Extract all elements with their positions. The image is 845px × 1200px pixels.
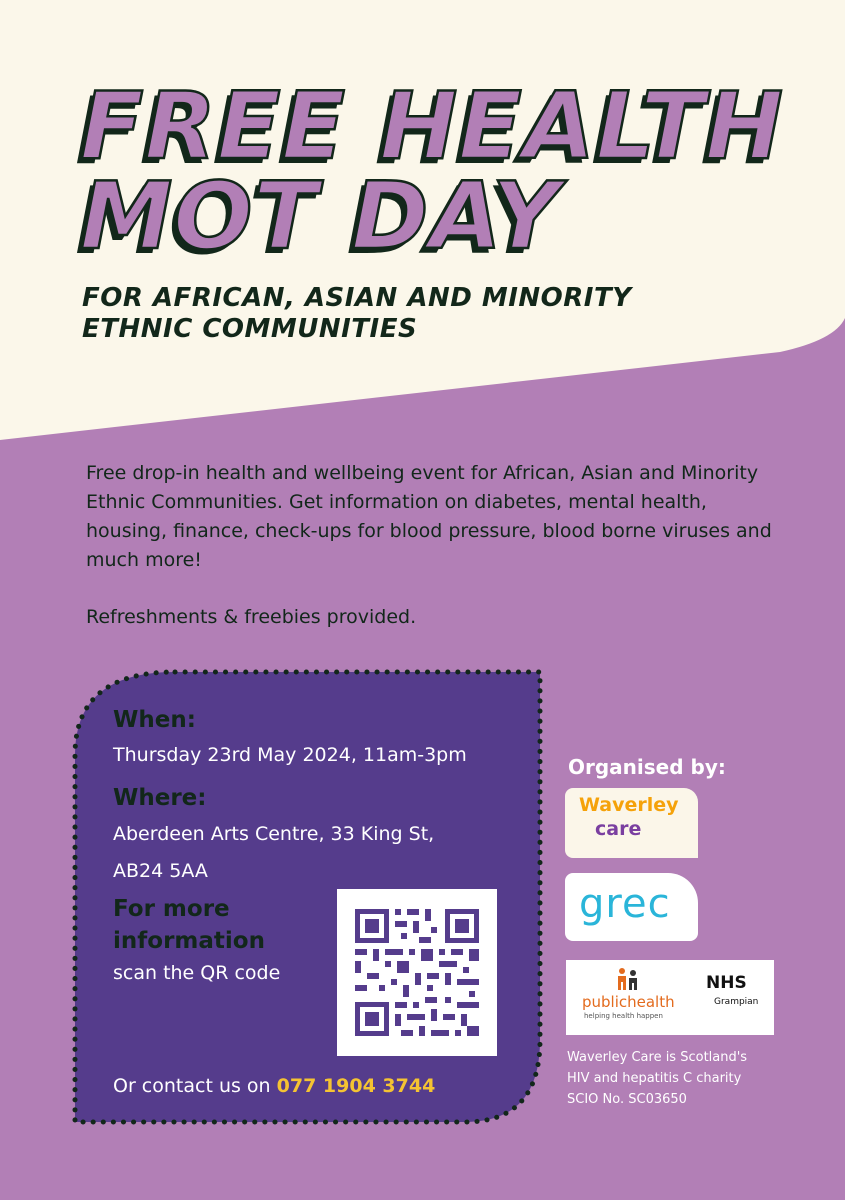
footer-line-2: HIV and hepatitis C charity	[567, 1071, 742, 1086]
subheadline-line-2: ETHNIC COMMUNITIES	[82, 314, 418, 344]
public-health-tagline: helping health happen	[584, 1012, 663, 1020]
nhs-logo-text: NHS	[706, 973, 747, 993]
headline-line-2: MOT DAY	[80, 162, 561, 270]
grec-logo-text: grec	[579, 881, 671, 927]
contact-line	[113, 1071, 435, 1101]
scan-qr-instruction: scan the QR code	[113, 962, 281, 984]
intro-paragraph: Free drop-in health and wellbeing event for African, Asian and Minority Ethnic Communities. Get information on diabetes, mental health, housing, finance, check-ups for blood pressure, blood borne viruses and much more!	[86, 462, 772, 571]
when-value: Thursday 23rd May 2024, 11am-3pm	[113, 744, 467, 766]
nhs-grampian-text: Grampian	[714, 997, 759, 1007]
where-label: Where:	[113, 785, 207, 811]
contact-phone-link[interactable]: 077 1904 3744	[276, 1075, 436, 1097]
more-info-label-line-2: information	[113, 928, 265, 954]
footer-line-1: Waverley Care is Scotland's	[567, 1050, 748, 1065]
subheadline-line-1: FOR AFRICAN, ASIAN AND MINORITY	[82, 283, 632, 313]
qr-code-icon	[337, 889, 497, 1056]
waverley-care-logo	[565, 788, 698, 858]
charity-footer	[567, 1047, 797, 1110]
where-address-line-1: Aberdeen Arts Centre, 33 King St,	[113, 823, 435, 845]
partner-logos	[566, 960, 774, 1035]
more-info-label-line-1: For more	[113, 896, 230, 922]
headline-line-1: FREE HEALTH	[80, 72, 785, 180]
waverley-logo-text-1: Waverley	[579, 794, 679, 816]
refreshments-note: Refreshments & freebies provided.	[86, 606, 417, 628]
footer-line-3: SCIO No. SC03650	[567, 1092, 687, 1107]
grec-logo	[565, 873, 698, 941]
public-health-figures-icon	[614, 967, 640, 993]
where-address-line-2: AB24 5AA	[113, 860, 208, 882]
when-label: When:	[113, 707, 196, 733]
public-health-logo-text: publichealth	[582, 993, 675, 1011]
organised-by-label: Organised by:	[568, 755, 726, 779]
waverley-logo-text-2: care	[595, 818, 642, 840]
contact-prefix: Or contact us on	[113, 1075, 277, 1097]
qr-code[interactable]	[337, 889, 497, 1056]
